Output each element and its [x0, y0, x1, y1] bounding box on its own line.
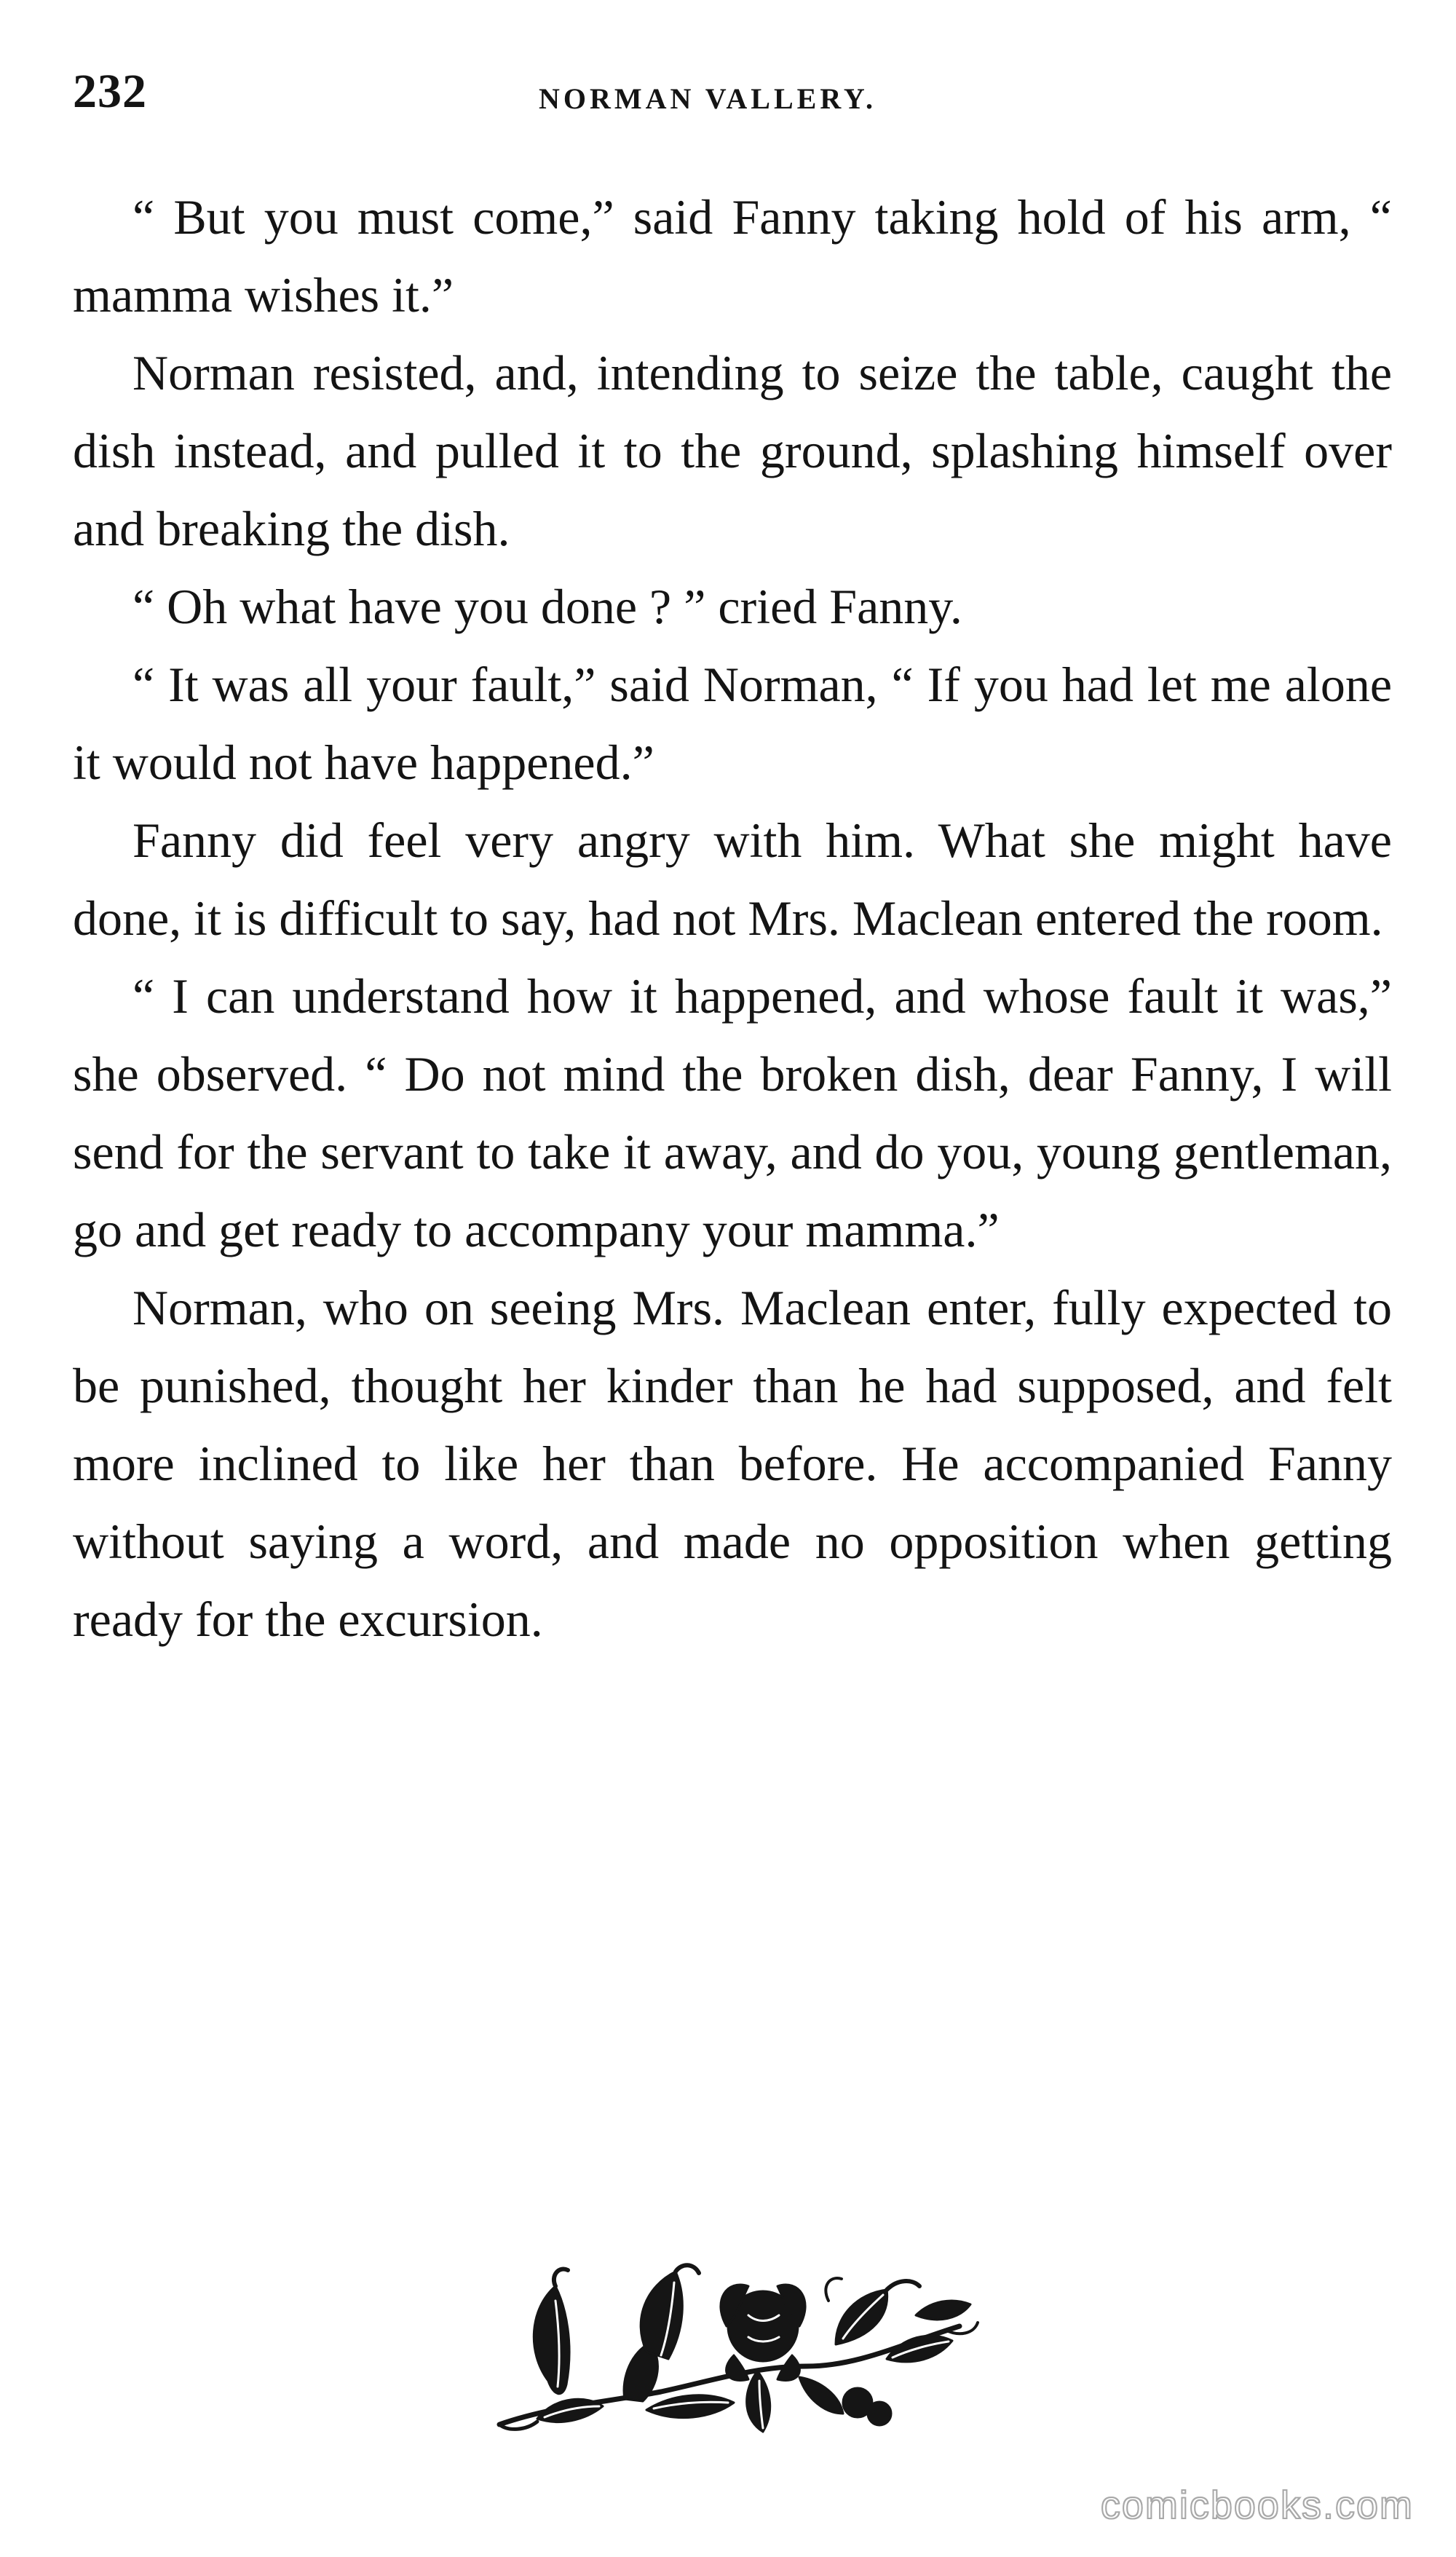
- paragraph-3: “ Oh what have you done ? ” cried Fanny.: [132, 579, 962, 634]
- watermark: comicbooks.com: [1100, 2483, 1414, 2527]
- paragraph-6: “ I can understand how it happened, and whose fault it was,” she observed. “ Do not mind the broken dish, dear Fanny, I will send for the servant to take it away, and do you, young gentleman, go and get ready to accompany your mamma.”: [73, 968, 1392, 1257]
- paragraph-4: “ It was all your fault,” said Norman, “ If you had let me alone it would not have happened.”: [73, 657, 1392, 790]
- page-number: 232: [73, 65, 147, 118]
- floral-vignette-icon: [494, 2257, 989, 2439]
- paragraph-5: Fanny did feel very angry with him. What she might have done, it is difficult to say, had not Mrs. Maclean entered the room.: [73, 813, 1392, 946]
- paragraph-1: “ But you must come,” said Fanny taking hold of his arm, “ mamma wishes it.”: [73, 189, 1392, 323]
- paragraph-2: Norman resisted, and, intending to seize the table, caught the dish instead, and pulled it to the ground, splashing himself over and breaking the dish.: [73, 345, 1392, 556]
- paragraph-7: Norman, who on seeing Mrs. Maclean enter, fully expected to be punished, thought her kinder than he had supposed, and felt more inclined to like her than before. He accompanied Fanny without saying a word, and made no opposition when getting ready for the excursion.: [73, 1280, 1392, 1647]
- running-head: NORMAN VALLERY.: [539, 82, 877, 115]
- body-text: [73, 178, 1392, 1659]
